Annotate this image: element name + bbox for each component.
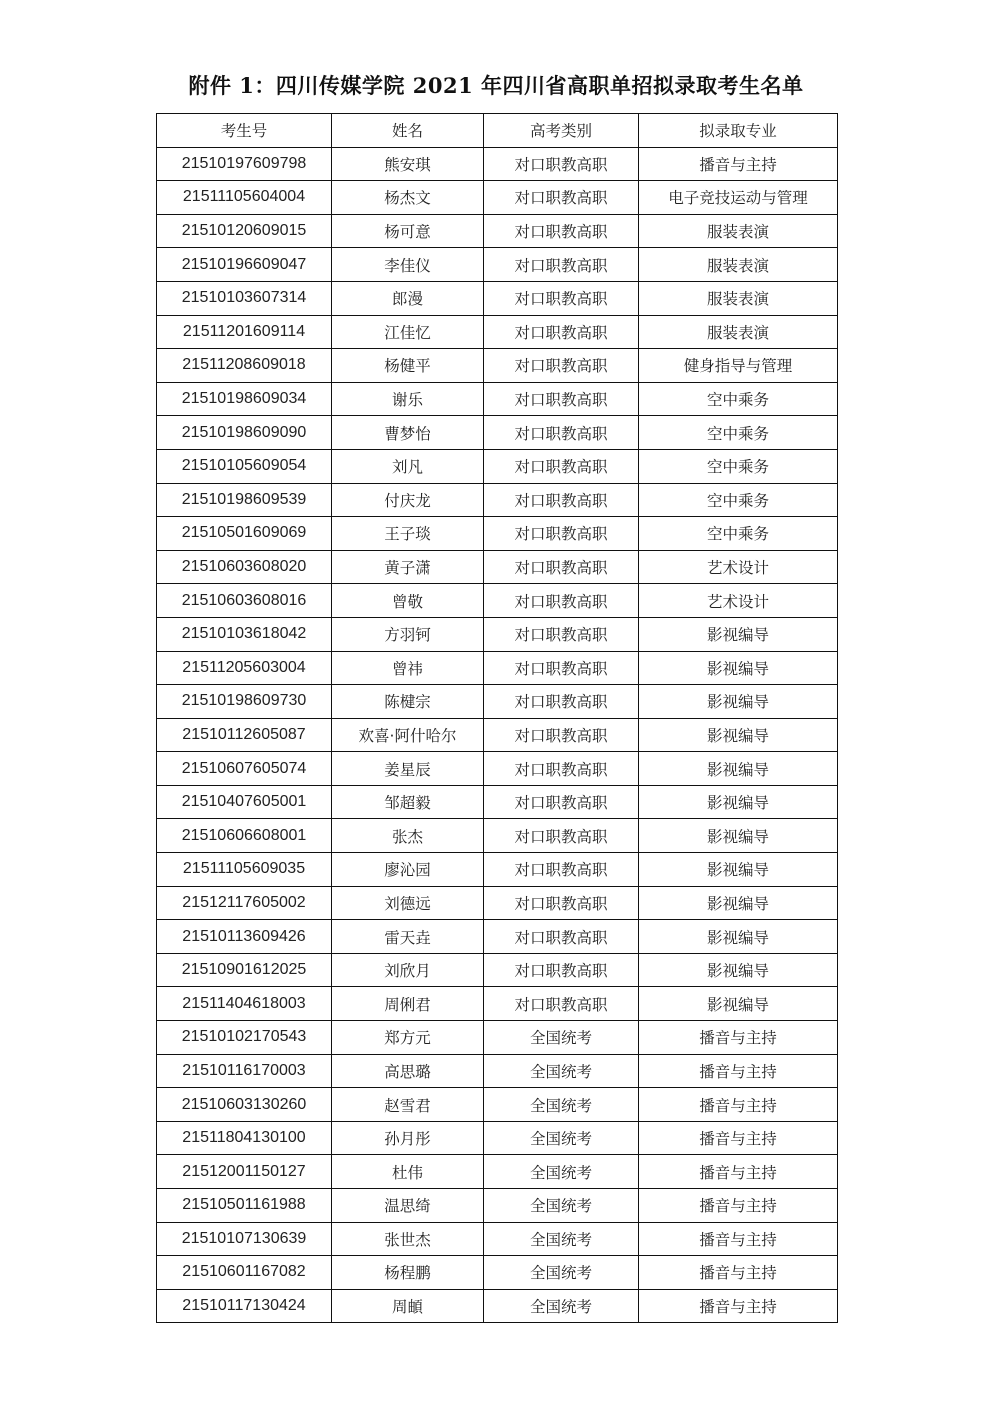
- exam-number-cell: 21510603608020: [157, 550, 332, 584]
- exam-number-cell: 21510501609069: [157, 517, 332, 551]
- table-row: [157, 785, 838, 819]
- major-cell: 播音与主持: [639, 1155, 838, 1189]
- major-cell: 播音与主持: [639, 1021, 838, 1055]
- exam-category-cell: 对口职教高职: [484, 953, 639, 987]
- name-cell: 杨健平: [332, 349, 484, 383]
- name-cell: 熊安琪: [332, 147, 484, 181]
- major-cell: 影视编导: [639, 718, 838, 752]
- exam-category-cell: 对口职教高职: [484, 181, 639, 215]
- major-cell: 播音与主持: [639, 1256, 838, 1290]
- major-cell: 影视编导: [639, 651, 838, 685]
- exam-number-cell: 21510107130639: [157, 1222, 332, 1256]
- name-cell: 周頔: [332, 1289, 484, 1323]
- table-row: [157, 651, 838, 685]
- major-cell: 空中乘务: [639, 449, 838, 483]
- exam-number-cell: 21510197609798: [157, 147, 332, 181]
- exam-category-cell: 全国统考: [484, 1121, 639, 1155]
- major-cell: 播音与主持: [639, 147, 838, 181]
- name-cell: 孙月彤: [332, 1121, 484, 1155]
- major-cell: 空中乘务: [639, 416, 838, 450]
- exam-number-cell: 21512117605002: [157, 886, 332, 920]
- major-cell: 播音与主持: [639, 1189, 838, 1223]
- exam-category-cell: 全国统考: [484, 1088, 639, 1122]
- table-row: [157, 953, 838, 987]
- major-cell: 播音与主持: [639, 1054, 838, 1088]
- table-row: [157, 517, 838, 551]
- exam-category-cell: 对口职教高职: [484, 685, 639, 719]
- exam-category-cell: 全国统考: [484, 1021, 639, 1055]
- table-row: [157, 853, 838, 887]
- exam-number-cell: 21510105609054: [157, 449, 332, 483]
- major-cell: 影视编导: [639, 785, 838, 819]
- name-cell: 杨可意: [332, 214, 484, 248]
- name-cell: 廖沁园: [332, 853, 484, 887]
- major-cell: 服装表演: [639, 281, 838, 315]
- exam-number-cell: 21511105609035: [157, 853, 332, 887]
- table-row: [157, 920, 838, 954]
- exam-number-cell: 21510103618042: [157, 617, 332, 651]
- exam-number-cell: 21510117130424: [157, 1289, 332, 1323]
- exam-category-cell: 对口职教高职: [484, 752, 639, 786]
- exam-number-cell: 21510407605001: [157, 785, 332, 819]
- table-row: [157, 1289, 838, 1323]
- major-cell: 影视编导: [639, 953, 838, 987]
- major-cell: 影视编导: [639, 752, 838, 786]
- exam-category-cell: 全国统考: [484, 1256, 639, 1290]
- name-cell: 江佳忆: [332, 315, 484, 349]
- table-row: [157, 449, 838, 483]
- name-cell: 杨程鹏: [332, 1256, 484, 1290]
- name-cell: 李佳仪: [332, 248, 484, 282]
- major-cell: 影视编导: [639, 617, 838, 651]
- name-cell: 黄子潇: [332, 550, 484, 584]
- exam-number-cell: 21510198609539: [157, 483, 332, 517]
- table-row: [157, 181, 838, 215]
- major-cell: 播音与主持: [639, 1222, 838, 1256]
- name-cell: 刘欣月: [332, 953, 484, 987]
- name-cell: 方羽钶: [332, 617, 484, 651]
- exam-number-cell: 21510901612025: [157, 953, 332, 987]
- name-cell: 邹超毅: [332, 785, 484, 819]
- table-row: [157, 483, 838, 517]
- exam-number-cell: 21511105604004: [157, 181, 332, 215]
- table-row: [157, 550, 838, 584]
- major-cell: 影视编导: [639, 819, 838, 853]
- exam-category-cell: 对口职教高职: [484, 483, 639, 517]
- table-header-row: [157, 114, 838, 148]
- exam-number-cell: 21511804130100: [157, 1121, 332, 1155]
- major-cell: 播音与主持: [639, 1088, 838, 1122]
- table-row: [157, 819, 838, 853]
- table-row: [157, 1222, 838, 1256]
- table-row: [157, 382, 838, 416]
- name-cell: 陈楗宗: [332, 685, 484, 719]
- table-row: [157, 214, 838, 248]
- exam-category-cell: 全国统考: [484, 1054, 639, 1088]
- table-row: [157, 685, 838, 719]
- exam-category-cell: 全国统考: [484, 1222, 639, 1256]
- name-cell: 刘凡: [332, 449, 484, 483]
- name-cell: 张世杰: [332, 1222, 484, 1256]
- table-row: [157, 1256, 838, 1290]
- major-cell: 服装表演: [639, 248, 838, 282]
- major-cell: 播音与主持: [639, 1121, 838, 1155]
- name-cell: 郎漫: [332, 281, 484, 315]
- table-row: [157, 248, 838, 282]
- exam-number-cell: 21510103607314: [157, 281, 332, 315]
- exam-category-cell: 对口职教高职: [484, 920, 639, 954]
- exam-number-cell: 21510198609730: [157, 685, 332, 719]
- major-cell: 播音与主持: [639, 1289, 838, 1323]
- name-cell: 付庆龙: [332, 483, 484, 517]
- table-row: [157, 987, 838, 1021]
- exam-number-cell: 21512001150127: [157, 1155, 332, 1189]
- major-cell: 影视编导: [639, 920, 838, 954]
- exam-category-cell: 对口职教高职: [484, 248, 639, 282]
- exam-number-cell: 21510501161988: [157, 1189, 332, 1223]
- exam-category-cell: 对口职教高职: [484, 819, 639, 853]
- document-title: 附件 1：四川传媒学院 2021 年四川省高职单招拟录取考生名单: [188, 73, 804, 98]
- name-cell: 赵雪君: [332, 1088, 484, 1122]
- exam-number-cell: 21510606608001: [157, 819, 332, 853]
- exam-category-cell: 对口职教高职: [484, 517, 639, 551]
- exam-number-cell: 21511201609114: [157, 315, 332, 349]
- exam-number-cell: 21510112605087: [157, 718, 332, 752]
- exam-category-cell: 对口职教高职: [484, 718, 639, 752]
- name-cell: 高思璐: [332, 1054, 484, 1088]
- table-row: [157, 1155, 838, 1189]
- exam-category-cell: 对口职教高职: [484, 651, 639, 685]
- exam-number-cell: 21511205603004: [157, 651, 332, 685]
- table-row: [157, 718, 838, 752]
- exam-category-cell: 全国统考: [484, 1155, 639, 1189]
- table-row: [157, 281, 838, 315]
- major-cell: 空中乘务: [639, 483, 838, 517]
- exam-number-cell: 21510102170543: [157, 1021, 332, 1055]
- table-row: [157, 349, 838, 383]
- table-row: [157, 147, 838, 181]
- exam-number-cell: 21510116170003: [157, 1054, 332, 1088]
- exam-category-cell: 全国统考: [484, 1289, 639, 1323]
- major-cell: 艺术设计: [639, 584, 838, 618]
- table-row: [157, 416, 838, 450]
- header-name: 姓名: [332, 114, 484, 148]
- major-cell: 电子竞技运动与管理: [639, 181, 838, 215]
- major-cell: 空中乘务: [639, 517, 838, 551]
- exam-category-cell: 对口职教高职: [484, 214, 639, 248]
- exam-category-cell: 对口职教高职: [484, 853, 639, 887]
- exam-category-cell: 对口职教高职: [484, 416, 639, 450]
- header-major: 拟录取专业: [639, 114, 838, 148]
- exam-category-cell: 对口职教高职: [484, 785, 639, 819]
- table-row: [157, 752, 838, 786]
- table-row: [157, 1054, 838, 1088]
- exam-number-cell: 21510607605074: [157, 752, 332, 786]
- exam-category-cell: 对口职教高职: [484, 886, 639, 920]
- table-row: [157, 315, 838, 349]
- exam-number-cell: 21510603130260: [157, 1088, 332, 1122]
- name-cell: 刘德远: [332, 886, 484, 920]
- header-exam-number: 考生号: [157, 114, 332, 148]
- admission-list-table: [156, 113, 838, 1323]
- exam-category-cell: 对口职教高职: [484, 349, 639, 383]
- exam-number-cell: 21511404618003: [157, 987, 332, 1021]
- name-cell: 谢乐: [332, 382, 484, 416]
- exam-number-cell: 21511208609018: [157, 349, 332, 383]
- table-row: [157, 1088, 838, 1122]
- exam-category-cell: 对口职教高职: [484, 987, 639, 1021]
- exam-category-cell: 对口职教高职: [484, 315, 639, 349]
- major-cell: 健身指导与管理: [639, 349, 838, 383]
- name-cell: 张杰: [332, 819, 484, 853]
- table-row: [157, 584, 838, 618]
- exam-number-cell: 21510196609047: [157, 248, 332, 282]
- table-row: [157, 1021, 838, 1055]
- major-cell: 服装表演: [639, 315, 838, 349]
- name-cell: 杨杰文: [332, 181, 484, 215]
- exam-category-cell: 全国统考: [484, 1189, 639, 1223]
- exam-category-cell: 对口职教高职: [484, 617, 639, 651]
- exam-category-cell: 对口职教高职: [484, 584, 639, 618]
- name-cell: 杜伟: [332, 1155, 484, 1189]
- table-row: [157, 886, 838, 920]
- major-cell: 影视编导: [639, 886, 838, 920]
- exam-number-cell: 21510120609015: [157, 214, 332, 248]
- name-cell: 周俐君: [332, 987, 484, 1021]
- major-cell: 服装表演: [639, 214, 838, 248]
- table-row: [157, 1189, 838, 1223]
- header-exam-category: 高考类别: [484, 114, 639, 148]
- major-cell: 影视编导: [639, 685, 838, 719]
- name-cell: 曾祎: [332, 651, 484, 685]
- major-cell: 空中乘务: [639, 382, 838, 416]
- name-cell: 王子琰: [332, 517, 484, 551]
- major-cell: 艺术设计: [639, 550, 838, 584]
- exam-number-cell: 21510113609426: [157, 920, 332, 954]
- name-cell: 欢喜·阿什哈尔: [332, 718, 484, 752]
- table-row: [157, 1121, 838, 1155]
- exam-category-cell: 对口职教高职: [484, 550, 639, 584]
- name-cell: 郑方元: [332, 1021, 484, 1055]
- major-cell: 影视编导: [639, 987, 838, 1021]
- exam-number-cell: 21510198609034: [157, 382, 332, 416]
- major-cell: 影视编导: [639, 853, 838, 887]
- exam-number-cell: 21510603608016: [157, 584, 332, 618]
- exam-category-cell: 对口职教高职: [484, 281, 639, 315]
- exam-category-cell: 对口职教高职: [484, 147, 639, 181]
- table-row: [157, 617, 838, 651]
- exam-number-cell: 21510601167082: [157, 1256, 332, 1290]
- exam-category-cell: 对口职教高职: [484, 449, 639, 483]
- name-cell: 雷天垚: [332, 920, 484, 954]
- exam-category-cell: 对口职教高职: [484, 382, 639, 416]
- name-cell: 曾敬: [332, 584, 484, 618]
- exam-number-cell: 21510198609090: [157, 416, 332, 450]
- name-cell: 温思绮: [332, 1189, 484, 1223]
- name-cell: 曹梦怡: [332, 416, 484, 450]
- name-cell: 姜星辰: [332, 752, 484, 786]
